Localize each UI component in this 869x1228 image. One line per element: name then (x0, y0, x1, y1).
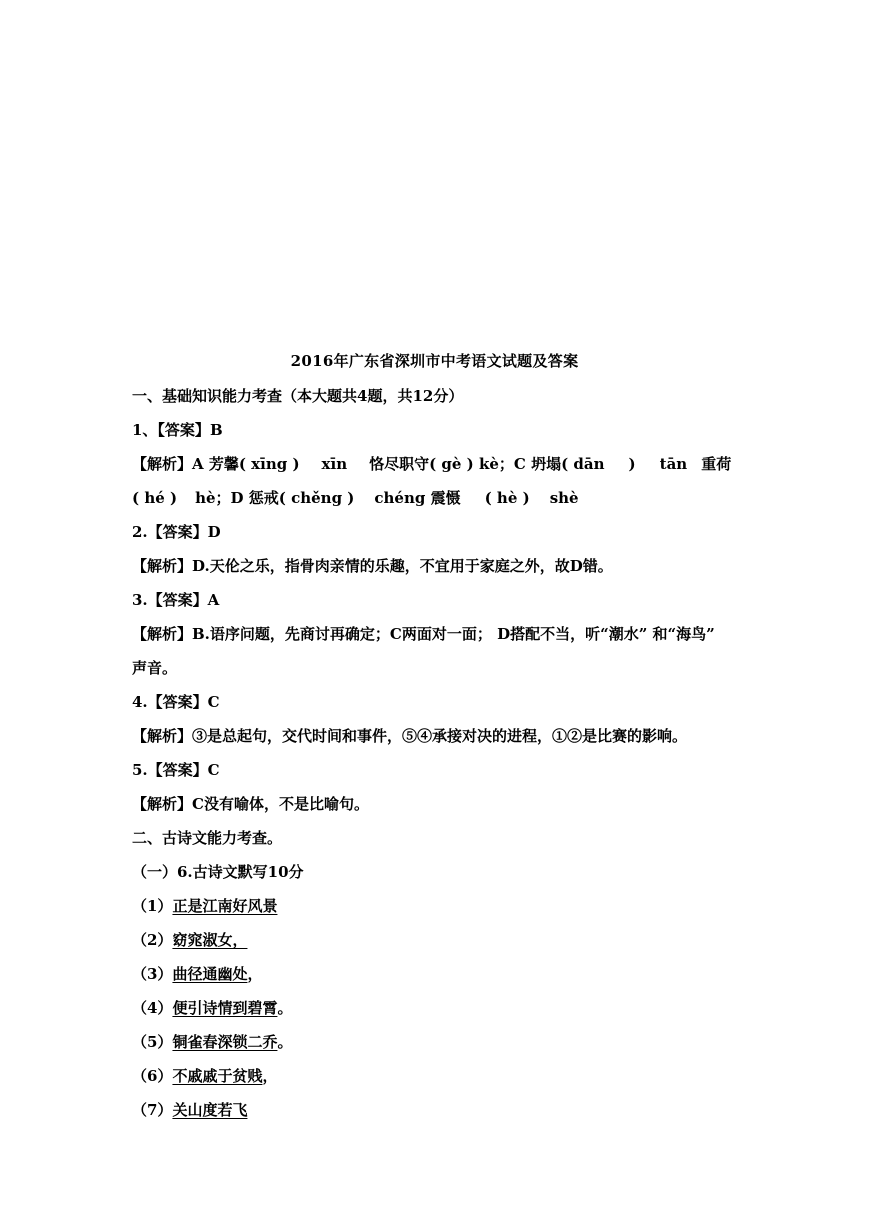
q1-analysis-part: ( hè ) (484, 489, 530, 507)
list-item (132, 1066, 277, 1086)
item-answer: 正是江南好风景 (172, 897, 278, 915)
q2-answer: 2.【答案】D (132, 523, 221, 541)
sub1-heading: （一）6.古诗文默写10分 (132, 863, 304, 881)
q1-analysis-part: tān (659, 455, 688, 473)
q1-analysis-line2 (132, 488, 579, 508)
q1-analysis-part: 恪尽职守( gè ) kè；C 坍塌( dān (369, 455, 605, 473)
section2-heading: 二、古诗文能力考查。 (132, 829, 283, 847)
q1-analysis-part: 【解析】A 芳馨( xīng ) (132, 455, 300, 473)
q1-analysis-part: ) (628, 455, 636, 473)
list-item (132, 896, 277, 916)
q1-analysis-part: ( hé ) (132, 489, 178, 507)
item-answer: 关山度若飞 (172, 1101, 248, 1119)
q1-analysis-part: chéng 震慑 (374, 489, 461, 507)
item-number: （4） (132, 999, 173, 1017)
item-number: （5） (132, 1033, 173, 1051)
q3-analysis-line2: 声音。 (132, 659, 178, 677)
item-tail: ， (247, 965, 263, 983)
list-item (132, 964, 262, 984)
q5-answer: 5.【答案】C (132, 761, 220, 779)
item-number: （7） (132, 1101, 173, 1119)
page-title: 2016年广东省深圳市中考语文试题及答案 (290, 352, 579, 370)
q4-answer: 4.【答案】C (132, 693, 220, 711)
item-number: （2） (132, 931, 173, 949)
item-number: （3） (132, 965, 173, 983)
q5-analysis: 【解析】C没有喻体，不是比喻句。 (132, 795, 369, 813)
item-number: （1） (132, 897, 173, 915)
q2-analysis: 【解析】D.天伦之乐，指骨肉亲情的乐趣，不宜用于家庭之外，故D错。 (132, 557, 613, 575)
item-answer: 铜雀春深锁二乔 (172, 1033, 278, 1051)
q1-analysis-part: shè (549, 489, 579, 507)
q3-analysis-line1: 【解析】B.语序问题，先商讨再确定；C两面对一面； D搭配不当，听“潮水” 和“海鸟” (132, 625, 715, 643)
q1-analysis-part: hè；D 惩戒( chěng ) (195, 489, 355, 507)
q4-analysis: 【解析】③是总起句，交代时间和事件，⑤④承接对决的进程，①②是比赛的影响。 (132, 727, 688, 745)
section1-heading: 一、基础知识能力考查（本大题共4题，共12分） (132, 387, 464, 405)
item-answer: 不戚戚于贫贱 (172, 1067, 263, 1085)
q1-answer: 1、【答案】B (132, 421, 223, 439)
item-answer: 曲径通幽处 (172, 965, 248, 983)
q1-analysis-part: xīn (321, 455, 348, 473)
item-number: （6） (132, 1067, 173, 1085)
item-answer: 窈窕淑女， (172, 931, 248, 949)
list-item (132, 1032, 292, 1052)
q3-answer: 3.【答案】A (132, 591, 220, 609)
list-item (132, 930, 247, 950)
item-tail: 。 (277, 1033, 293, 1051)
q1-analysis-line1 (132, 454, 731, 474)
list-item (132, 1100, 247, 1120)
q1-analysis-part: 重荷 (701, 455, 732, 473)
item-answer: 便引诗情到碧霄 (172, 999, 278, 1017)
list-item (132, 998, 292, 1018)
item-tail: 。 (277, 999, 293, 1017)
item-tail: ， (262, 1067, 278, 1085)
